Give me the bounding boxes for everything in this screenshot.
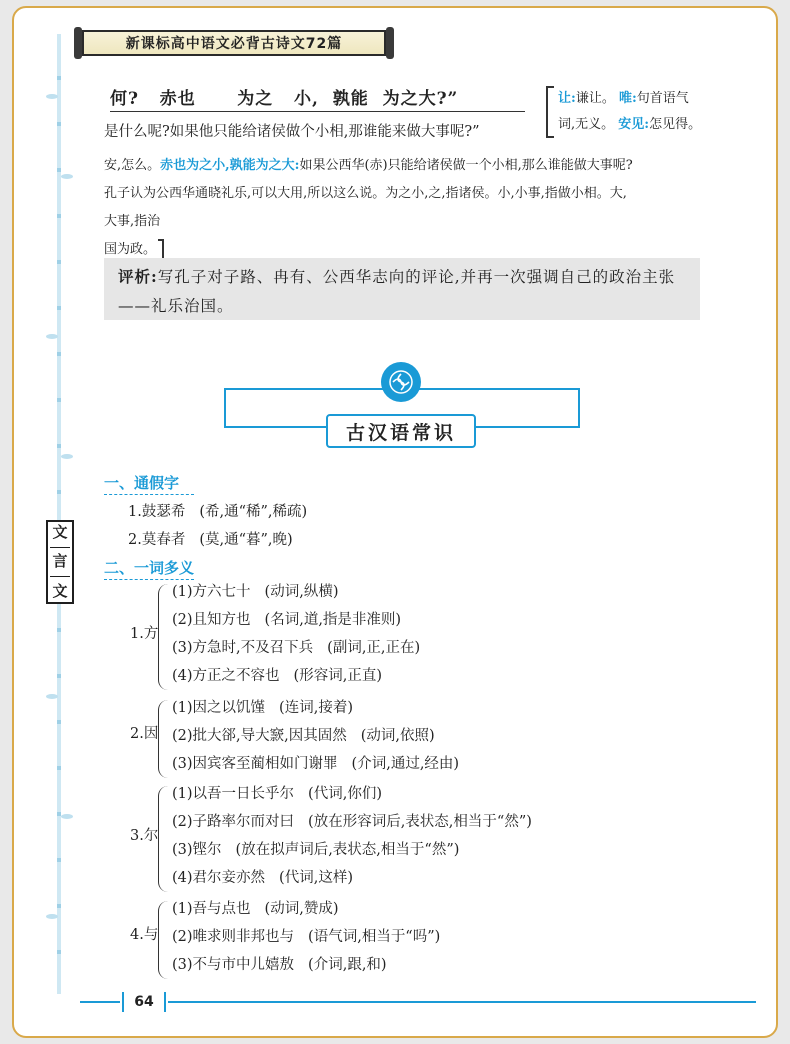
item-gloss: (形容词,正直) — [293, 668, 382, 684]
list-item — [172, 634, 420, 662]
item-phrase: (3)方急时,不及召下兵 — [172, 640, 314, 656]
list-item — [172, 578, 338, 606]
list-item — [172, 923, 440, 951]
item-gloss: (放在拟声词后,表状态,相当于“然”) — [235, 842, 460, 858]
group-name: 4.与 — [130, 927, 159, 943]
note-text: 国为政。 — [104, 242, 157, 257]
header-banner — [82, 30, 386, 56]
item-phrase: (3)不与市中儿嬉敖 — [172, 957, 295, 973]
list-item — [172, 951, 387, 979]
item-gloss: (名词,道,指是非准则) — [264, 612, 402, 628]
review-box — [104, 258, 700, 320]
heading-duoyi: 二、一词多义 — [104, 559, 195, 577]
note-value: 谦让。 — [575, 91, 615, 106]
list-item — [172, 750, 459, 778]
note-value: 句首语气 — [636, 91, 689, 106]
item-gloss: (希,通“稀”,稀疏) — [199, 504, 308, 520]
bamboo-decoration — [44, 34, 74, 994]
list-item — [172, 836, 459, 864]
note-text: 安,怎么。 — [104, 158, 161, 173]
item-phrase: (2)子路率尔而对曰 — [172, 814, 295, 830]
note-key: 唯: — [618, 91, 637, 106]
heading-tongjia: 一、通假字 — [104, 474, 180, 492]
note-key: 让: — [558, 91, 576, 106]
item-phrase: (2)批大郤,导大窾,因其固然 — [172, 728, 347, 744]
note-text: 大事,指治 — [104, 214, 161, 229]
list-item — [172, 694, 353, 722]
note-highlight: 赤也为之小,孰能为之大: — [160, 158, 300, 173]
item-phrase: (1)以吾一日长乎尔 — [172, 786, 295, 802]
group-name: 2.因 — [130, 726, 159, 742]
item-gloss: (放在形容词后,表状态,相当于“然”) — [308, 814, 532, 830]
item-phrase: 2.莫春者 — [128, 532, 186, 548]
item-phrase: (1)吾与点也 — [172, 901, 251, 917]
item-gloss: (动词,纵横) — [264, 584, 339, 600]
list-item — [172, 808, 532, 836]
note-key: 安见: — [618, 117, 650, 132]
passage-original: 何? 赤也 为之 小, 孰能 为之大?” — [110, 84, 525, 112]
list-item — [128, 528, 293, 549]
passage-translation: 是什么呢?如果他只能给诸侯做个小相,那谁能来做大事呢?” — [104, 124, 480, 140]
review-text: 写孔子对子路、冉有、公西华志向的评论,并再一次强调自己的政治主张——礼乐治国。 — [118, 268, 676, 315]
item-phrase: (2)且知方也 — [172, 612, 251, 628]
list-item — [172, 722, 435, 750]
side-tag-char: 文 — [52, 523, 68, 542]
item-phrase: (3)因宾客至蔺相如门谢罪 — [172, 756, 338, 772]
item-gloss: (介词,通过,经由) — [351, 756, 460, 772]
header-title: 新课标高中语文必背古诗文72篇 — [125, 36, 343, 52]
item-phrase: (3)铿尔 — [172, 842, 222, 858]
note-value: 怎见得。 — [649, 117, 702, 132]
list-item — [172, 864, 353, 892]
note-value: 词,无义。 — [558, 117, 615, 132]
group-name: 1.方 — [130, 626, 159, 642]
annotation-notes — [104, 152, 704, 264]
review-label: 评析: — [118, 267, 158, 286]
list-item — [172, 606, 401, 634]
item-gloss: (代词,你们) — [308, 786, 382, 802]
side-tag-char: 言 — [52, 552, 68, 571]
item-gloss: (连词,接着) — [279, 700, 353, 716]
item-phrase: 1.鼓瑟希 — [128, 504, 186, 520]
list-item — [172, 895, 338, 923]
note-text: 孔子认为公西华通晓礼乐,可以大用,所以这么说。为之小,之,指诸侯。小,小事,指做小相。大, — [104, 186, 627, 201]
item-gloss: (代词,这样) — [279, 870, 353, 886]
side-note — [546, 86, 716, 138]
list-item — [172, 662, 382, 690]
item-phrase: (2)唯求则非邦也与 — [172, 929, 295, 945]
item-gloss: (介词,跟,和) — [308, 957, 387, 973]
side-tag-char: 文 — [52, 581, 68, 600]
page-number: 64 — [120, 990, 168, 1014]
item-gloss: (动词,赞成) — [264, 901, 339, 917]
footer-line — [80, 1001, 756, 1003]
item-gloss: (副词,正,正在) — [327, 640, 421, 656]
list-item — [172, 780, 382, 808]
group-name: 3.尔 — [130, 828, 159, 844]
item-gloss: (莫,通“暮”,晚) — [199, 532, 293, 548]
cloud-emblem-icon — [381, 362, 421, 402]
item-gloss: (语气词,相当于“吗”) — [308, 929, 441, 945]
list-item — [128, 500, 307, 521]
note-text: 如果公西华(赤)只能给诸侯做一个小相,那么谁能做大事呢? — [299, 158, 633, 173]
item-phrase: (4)方正之不容也 — [172, 668, 280, 684]
item-phrase: (1)因之以饥馑 — [172, 700, 266, 716]
item-phrase: (1)方六七十 — [172, 584, 251, 600]
section-title: 古汉语常识 — [326, 414, 476, 448]
item-gloss: (动词,依照) — [360, 728, 435, 744]
item-phrase: (4)君尔妾亦然 — [172, 870, 266, 886]
side-tag-wenyanwen — [46, 520, 74, 604]
